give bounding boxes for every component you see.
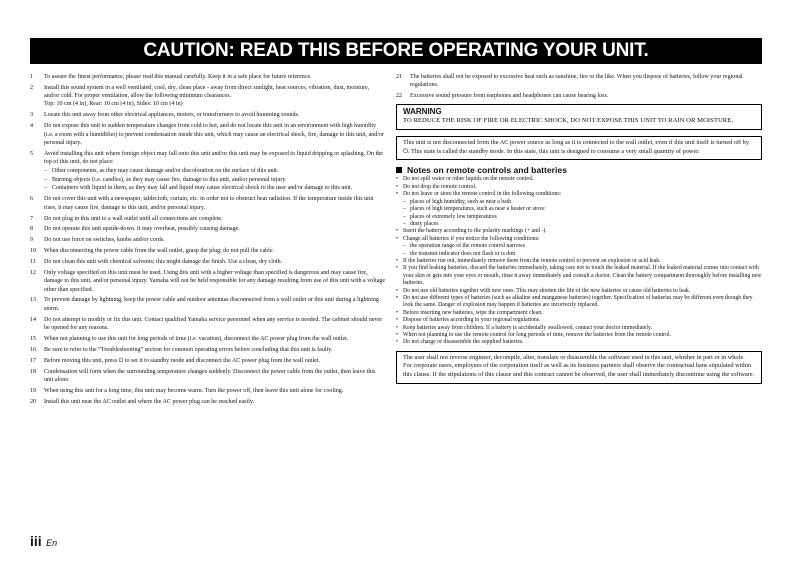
item-number: 9	[30, 237, 34, 244]
item-text	[44, 215, 386, 223]
sub-item	[44, 176, 386, 184]
bullet-dot-icon: •	[396, 265, 399, 272]
bullet-item	[396, 295, 762, 310]
square-bullet-icon	[396, 167, 402, 173]
bullet-dot-icon: •	[396, 324, 399, 331]
item-number: 18	[30, 368, 37, 375]
item-body: To assure the finest performance, please read this manual carefully. Keep it in a safe place for future reference.	[44, 74, 312, 80]
list-item	[30, 111, 386, 119]
bullet-item	[396, 288, 762, 295]
item-number: 14	[30, 316, 37, 323]
bullet-text: Change all batteries if you notice the following conditions:	[403, 235, 540, 242]
bullet-text: Do not leave or store the remote control in the following conditions:	[403, 191, 562, 198]
list-item	[30, 122, 386, 147]
item-number: 17	[30, 357, 37, 364]
item-body: Locate this unit away from other electrical appliances, motors, or transformers to avoid humming sounds.	[44, 112, 300, 119]
item-body: Do not attempt to modify or fix this unit. Contact qualified Yamaha service personnel when any service is needed. The cabinet should never be opened for any reasons.	[44, 316, 383, 331]
item-number: 11	[30, 259, 36, 266]
bullet-item	[396, 265, 762, 287]
bullet-sub-item	[396, 243, 762, 250]
license-note: The user shall not reverse engineer, decompile, alter, translate or disassemble the software used in this unit, whether in part or in whole. For corporate users, employees of the corporation itself as well as its business partners shall observe the contractual bans stipulated within this clause. If the stipulations of this clause and this contract cannot be observed, the user shall immediately discontinue using the software.	[403, 353, 755, 378]
item-number: 13	[30, 297, 37, 304]
item-number: 8	[30, 226, 34, 233]
item-text	[44, 296, 386, 313]
item-number: 7	[30, 215, 34, 222]
item-body: To prevent damage by lightning, keep the power cable and outdoor antennas disconnected from a wall outlet or this unit during a lightning storm.	[44, 297, 379, 312]
bullet-text: Do not spill water or other liquids on the remote control.	[403, 176, 535, 183]
bullet-item	[396, 325, 762, 332]
item-body: Do not use force on switches, knobs and/or cords.	[44, 237, 165, 244]
item-number: 10	[30, 248, 37, 255]
dash-bullet: –	[44, 185, 48, 192]
item-body: Avoid installing this unit where foreign object may fall onto this unit and/or this unit may be exposed to liquid dripping or splashing. On the top of this unit, do not place:	[44, 150, 383, 166]
item-body: Install this unit near the AC outlet and where the AC power plug can be reached easily.	[44, 398, 255, 405]
item-text	[44, 247, 386, 255]
bullet-item	[396, 191, 762, 198]
item-text	[44, 368, 386, 385]
bullet-dot-icon: •	[396, 317, 399, 324]
sub-item-text: Burning objects (i.e. candles), as they may cause fire, damage to this unit, and/or personal injury.	[52, 176, 287, 183]
item-body: Do not expose this unit to sudden temperature changes from cold to hot, and do not locate this unit in an environment with high humidity (i.e. a room with a humidifier) to prevent condensation inside this unit, which may cause an electrical shock, fire, damage to this unit, and/or personal injury.	[44, 123, 385, 146]
bullet-dot-icon: •	[396, 228, 399, 235]
remote-section-heading	[396, 166, 762, 174]
list-item	[30, 357, 386, 365]
item-number: 19	[30, 387, 37, 394]
list-item	[30, 368, 386, 385]
item-text	[44, 195, 386, 212]
bullet-text: If the batteries run out, immediately remove them from the remote control to prevent an explosion or acid leak.	[403, 257, 661, 264]
item-text	[44, 387, 386, 395]
item-number: 6	[30, 196, 34, 203]
item-text	[44, 316, 386, 333]
item-text	[44, 150, 386, 193]
list-item	[30, 225, 386, 233]
dash-bullet: –	[403, 198, 406, 205]
list-item	[30, 247, 386, 255]
dash-bullet: –	[403, 250, 406, 257]
list-item	[396, 92, 762, 100]
bullet-item	[396, 236, 762, 243]
list-item	[30, 73, 386, 81]
sub-item-text: Other components, as they may cause damage and/or discoloration on the surface of this unit.	[52, 167, 279, 174]
item-body: Do not operate this unit upside-down. It may overheat, possibly causing damage.	[44, 226, 240, 233]
remote-section-title: Notes on remote controls and batteries	[407, 165, 567, 176]
bullet-text: Do not drop the remote control.	[403, 183, 477, 190]
bullet-text: Keep batteries away from children. If a battery is accidentally swallowed, contact your doctor immediately.	[403, 324, 652, 331]
bullet-item	[396, 332, 762, 339]
item-number: 4	[30, 123, 34, 130]
item-body: Before moving this unit, press ⏻ to set it to standby mode and disconnect the AC power plug from the wall outlet.	[44, 357, 321, 364]
caution-title: CAUTION: READ THIS BEFORE OPERATING YOUR UNIT.	[30, 38, 762, 64]
bullet-dot-icon: •	[396, 183, 399, 190]
bullet-sub-text: places of extremely low temperatures	[410, 213, 497, 220]
bullet-dot-icon: •	[396, 191, 399, 198]
item-number: 2	[30, 84, 34, 91]
item-body: When using this unit for a long time, this unit may become warm. Turn the power off, then leave this unit alone for cooling.	[44, 387, 344, 394]
item-text	[44, 111, 386, 119]
list-item	[30, 236, 386, 244]
list-item	[30, 316, 386, 333]
item-number: 15	[30, 335, 37, 342]
bullet-item	[396, 317, 762, 324]
item-text	[44, 357, 386, 365]
page-footer	[30, 533, 57, 551]
item-body: Do not cover this unit with a newspaper, tablecloth, curtain, etc. in order not to obstruct heat radiation. If the temperature inside this unit rises, it may cause fire, damage to this unit, and/or personal injury.	[44, 196, 374, 211]
item-number: 22	[396, 93, 403, 100]
item-extra: Top: 10 cm (4 in), Rear: 10 cm (4 in), Sides: 10 cm (4 in)	[44, 101, 183, 108]
bullet-sub-item	[396, 206, 762, 213]
left-column	[30, 73, 386, 408]
license-note-box	[396, 351, 762, 384]
bullet-text: Before inserting new batteries, wipe the compartment clean.	[403, 309, 543, 316]
remote-bullets	[396, 176, 762, 346]
bullet-sub-text: the transmit indicator does not flash or is dim	[410, 250, 516, 257]
bullet-sub-text: dusty places	[410, 220, 439, 227]
dash-bullet: –	[44, 176, 48, 183]
item-number: 12	[30, 269, 37, 276]
bullet-sub-item	[396, 214, 762, 221]
item-body: Only voltage specified on this unit must be used. Using this unit with a higher voltage than specified is dangerous and may cause fire, damage to this unit, and/or personal injury. Yamaha will not be held responsible for any damage resulting from use of this unit with a voltage other than specified.	[44, 269, 386, 293]
language-label: En	[46, 538, 58, 548]
item-number: 16	[30, 346, 37, 353]
item-text	[44, 84, 386, 109]
item-text	[44, 258, 386, 266]
item-number: 1	[30, 74, 34, 80]
bullet-dot-icon: •	[396, 332, 399, 338]
list-item	[30, 346, 386, 354]
dash-bullet: –	[44, 167, 48, 174]
bullet-dot-icon: •	[396, 309, 399, 316]
dash-bullet: –	[403, 220, 406, 227]
list-item	[30, 387, 386, 395]
bullet-text: Do not use old batteries together with new ones. This may shorten the life of the new batteries or cause old batteries to leak.	[403, 287, 691, 294]
warning-box	[396, 104, 762, 130]
item-body: When not planning to use this unit for long periods of time (i.e. vacation), disconnect the AC power plug from the wall outlet.	[44, 335, 349, 342]
bullet-dot-icon: •	[396, 257, 399, 264]
list-item	[30, 335, 386, 343]
bullet-sub-item	[396, 199, 762, 206]
item-body: Condensation will form when the surrounding temperature changes suddenly. Disconnect the power cable from the outlet, then leave this unit alone.	[44, 368, 376, 383]
list-item	[30, 150, 386, 193]
item-body: Excessive sound pressure from earphones and headphones can cause hearing loss.	[410, 93, 609, 100]
sub-item	[44, 167, 386, 175]
bullet-item	[396, 176, 762, 183]
item-number: 21	[396, 74, 403, 80]
warning-title: WARNING	[403, 107, 442, 117]
item-text	[44, 398, 386, 406]
list-item	[30, 84, 386, 109]
list-item	[30, 258, 386, 266]
bullet-text: Insert the battery according to the polarity markings (+ and -).	[403, 228, 547, 235]
bullet-dot-icon: •	[396, 176, 399, 183]
bullet-dot-icon: •	[396, 294, 399, 301]
right-column	[396, 73, 762, 390]
item-text	[44, 335, 386, 343]
sub-item-text: Containers with liquid in them, as they may fall and liquid may cause electrical shock to the user and/or damage to this unit.	[52, 185, 353, 192]
bullet-sub-text: the operation range of the remote control narrows	[410, 243, 526, 250]
item-body: Install this sound system in a well ventilated, cool, dry, clean place - away from direct sunlight, heat sources, vibration, dust, moisture, and/or cold. For proper ventilation, allow the following minimum clearances.	[44, 84, 370, 100]
item-body: When disconnecting the power cable from the wall outlet, grasp the plug; do not pull the cable.	[44, 248, 275, 255]
list-item	[30, 269, 386, 294]
bullet-text: Dispose of batteries according to your regional regulations.	[403, 317, 541, 324]
standby-note-box	[396, 136, 762, 160]
dash-bullet: –	[403, 243, 406, 250]
list-item	[30, 195, 386, 212]
item-text	[44, 73, 386, 81]
item-number: 20	[30, 398, 37, 405]
bullet-sub-text: places of high temperatures, such as near a heater or stove	[410, 206, 545, 213]
bullet-text: If you find leaking batteries, discard the batteries immediately, taking care not to touch the leaked material. If the leaked material comes into contact with your skin or gets into your eyes or mouth, rinse it away immediately and consult a doctor. Clean the battery compartment thoroughly before installing new batteries.	[403, 265, 762, 287]
item-body: Do not plug in this unit to a wall outlet until all connections are complete.	[44, 215, 223, 222]
standby-note: This unit is not disconnected from the AC power source as long as it is connected to the wall outlet, even if this unit itself is turned off by ⏻. This state is called the standby mode. In this state, this unit is designed to consume a very small quantity of power.	[403, 138, 749, 155]
bullet-dot-icon: •	[396, 339, 399, 346]
page-number: iii	[30, 533, 42, 549]
list-item	[396, 73, 762, 90]
dash-bullet: –	[403, 206, 406, 213]
item-text	[410, 92, 762, 100]
sub-item	[44, 184, 386, 192]
bullet-dot-icon: •	[396, 235, 399, 242]
item-number: 5	[30, 150, 34, 157]
item-text	[410, 73, 762, 90]
item-body: The batteries shall not be exposed to excessive heat such as sunshine, fire or the like. When you dispose of batteries, follow your regional regulations.	[410, 74, 743, 89]
list-item	[30, 215, 386, 223]
bullet-item	[396, 228, 762, 235]
item-text	[44, 346, 386, 354]
bullet-item	[396, 339, 762, 346]
bullet-dot-icon: •	[396, 287, 399, 294]
item-number: 3	[30, 112, 34, 119]
item-text	[44, 225, 386, 233]
warning-body: TO REDUCE THE RISK OF FIRE OR ELECTRIC SHOCK, DO NOT EXPOSE THIS UNIT TO RAIN OR MOISTURE.	[403, 117, 734, 125]
bullet-text: Do not charge or disassemble the supplied batteries.	[403, 339, 524, 346]
item-text	[44, 269, 386, 294]
right-items	[396, 73, 762, 100]
bullet-text: Do not use different types of batteries (such as alkaline and manganese batteries) together. Specification of batteries may be different even though they look the same. Danger of explosion may happen if batteries are incorrectly replaced.	[403, 294, 753, 309]
list-item	[30, 296, 386, 313]
bullet-sub-item	[396, 251, 762, 258]
bullet-text: When not planning to use the remote control for long periods of time, remove the batteries from the remote control.	[403, 332, 672, 338]
list-item	[30, 398, 386, 406]
item-text	[44, 236, 386, 244]
item-text	[44, 122, 386, 147]
bullet-sub-text: places of high humidity, such as near a bath	[410, 198, 512, 205]
item-body: Be sure to refer to the “Troubleshooting” section for common operating errors before concluding that this unit is faulty.	[44, 346, 333, 353]
dash-bullet: –	[403, 213, 406, 220]
item-body: Do not clean this unit with chemical solvents; this might damage the finish. Use a clean, dry cloth.	[44, 259, 283, 266]
